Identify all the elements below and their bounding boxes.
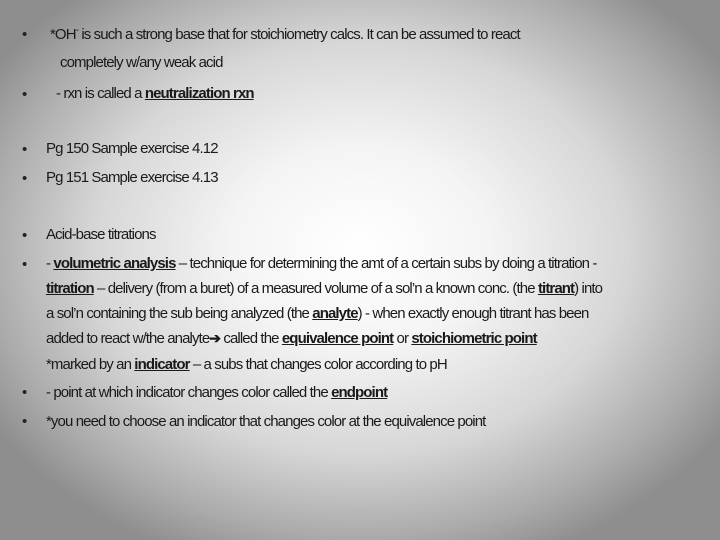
text-line [60, 54, 223, 71]
text-run: – a subs that changes color according to pH [189, 356, 447, 373]
text-run: – technique for determining the amt of a certain subs by doing a titration - [175, 255, 597, 272]
text-run: is such a strong base that for stoichiometry calcs. It can be assumed to react [78, 26, 520, 43]
bullet: • [22, 26, 28, 43]
text-run: or [393, 330, 412, 347]
text-line [46, 330, 537, 347]
term-titration: titration [46, 280, 94, 297]
bullet: • [22, 384, 28, 401]
term-indicator: indicator [134, 356, 190, 373]
text-line [46, 255, 597, 272]
text-run: - rxn is called a [56, 85, 145, 102]
text-run: - [46, 255, 54, 272]
text-run: *you need to choose an indicator that changes color at the equivalence point [46, 413, 486, 430]
superscript: - [75, 25, 79, 36]
term-volumetric-analysis: volumetric analysis [53, 255, 176, 272]
text-run: Acid-base titrations [46, 226, 156, 243]
text-run: called the [220, 330, 282, 347]
term-equivalence-point: equivalence point [281, 330, 394, 347]
term-analyte: analyte [312, 305, 358, 322]
text-line [46, 280, 602, 297]
text-line [46, 140, 218, 157]
text-line [46, 226, 156, 243]
term-neutralization-rxn: neutralization rxn [144, 85, 254, 102]
text-run: Pg 150 Sample exercise 4.12 [46, 140, 218, 157]
bullet: • [22, 170, 28, 187]
bullet: • [22, 413, 28, 430]
text-line [46, 305, 589, 322]
bullet: • [22, 86, 28, 103]
text-line [56, 85, 254, 102]
text-line [46, 384, 387, 401]
text-run: *marked by an [46, 356, 135, 373]
text-run: – delivery (from a buret) of a measured volume of a sol’n a known conc. (the [93, 280, 538, 297]
term-titrant: titrant [537, 280, 575, 297]
text-run: completely w/any weak acid [60, 54, 223, 71]
text-run: *OH [50, 26, 76, 43]
text-line [50, 25, 520, 43]
text-line [46, 356, 447, 373]
text-run: a sol’n containing the sub being analyzed (the [46, 305, 313, 322]
bullet: • [22, 141, 28, 158]
bullet: • [22, 256, 28, 273]
text-run: - point at which indicator changes color called the [46, 384, 332, 401]
text-run: ) - when exactly enough titrant has been [357, 305, 589, 322]
text-run: added to react w/the analyte [46, 330, 210, 347]
bullet: • [22, 227, 28, 244]
text-run: ) into [574, 280, 603, 297]
term-stoichiometric-point: stoichiometric point [411, 330, 537, 347]
text-line [46, 413, 485, 430]
arrow-right-icon: ➔ [209, 330, 221, 346]
text-run: Pg 151 Sample exercise 4.13 [46, 169, 218, 186]
text-line [46, 169, 218, 186]
term-endpoint: endpoint [331, 384, 388, 401]
